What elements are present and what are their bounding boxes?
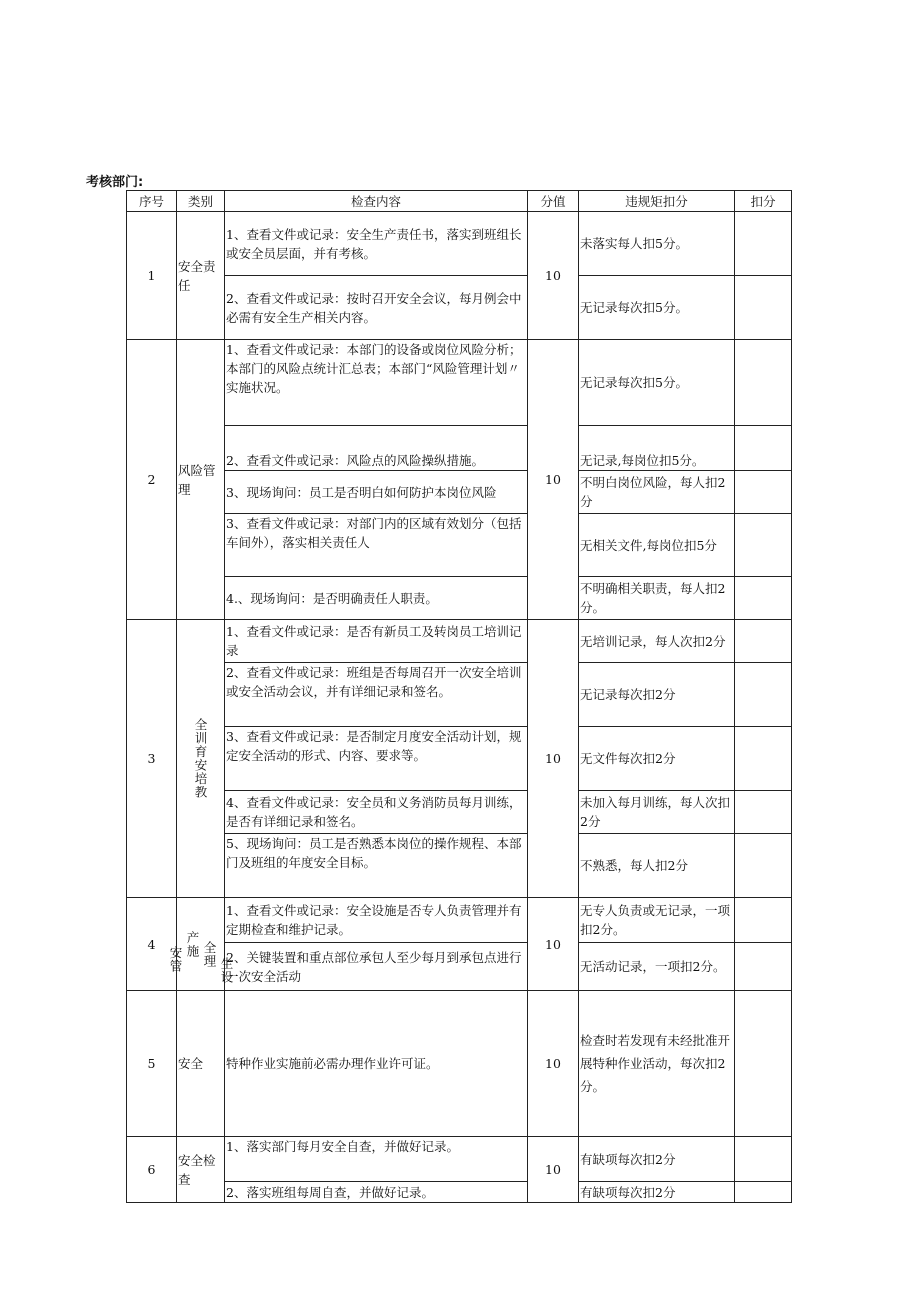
- category-vertical-text: 生设: [219, 956, 234, 984]
- deduction-rule: 有缺项每次扣2分: [579, 1137, 735, 1182]
- table-row: [127, 577, 792, 620]
- table-row: [127, 727, 792, 791]
- row-category: 安全: [177, 991, 225, 1137]
- deduction-rule: 有缺项每次扣2分: [579, 1182, 735, 1203]
- deduction-cell[interactable]: [735, 514, 792, 577]
- deduction-rule: 无记录每次扣2分: [579, 663, 735, 727]
- row-no: 1: [127, 212, 177, 340]
- row-category: 安全检查: [177, 1137, 225, 1203]
- check-content: 4.、现场询问：是否明确责任人职责。: [225, 577, 528, 620]
- deduction-rule: 检查时若发现有未经批准开展特种作业活动，每次扣2分。: [579, 991, 735, 1137]
- check-content: 2、查看文件或记录：按时召开安全会议，每月例会中必需有安全生产相关内容。: [225, 276, 528, 340]
- row-score: 10: [528, 620, 579, 898]
- check-content: 2、落实班组每周自查，并做好记录。: [225, 1182, 528, 1203]
- category-vertical-text: 全理: [202, 940, 217, 968]
- check-content: 1、查看文件或记录：本部门的设备或岗位风险分析；本部门的风险点统计汇总表；本部门“风险管理计划〃实施状况。: [225, 340, 528, 426]
- header-row: [127, 191, 792, 212]
- table-row: [127, 212, 792, 276]
- check-content: 1、落实部门每月安全自查，并做好记录。: [225, 1137, 528, 1182]
- row-score: 10: [528, 340, 579, 620]
- header-no: 序号: [127, 191, 177, 212]
- check-content: 2、查看文件或记录：风险点的风险操纵措施。: [225, 426, 528, 471]
- table-row: [127, 943, 792, 991]
- row-no: 4: [127, 898, 177, 991]
- deduction-cell[interactable]: [735, 991, 792, 1137]
- category-vertical-text: 安管: [168, 945, 183, 973]
- row-no: 3: [127, 620, 177, 898]
- check-content: 1、查看文件或记录：是否有新员工及转岗员工培训记录: [225, 620, 528, 663]
- deduction-cell[interactable]: [735, 471, 792, 514]
- table-row: [127, 471, 792, 514]
- table-row: [127, 1137, 792, 1182]
- deduction-cell[interactable]: [735, 340, 792, 426]
- deduction-rule: 未落实每人扣5分。: [579, 212, 735, 276]
- check-content: 2、关键装置和重点部位承包人至少每月到承包点进行一次安全活动: [225, 943, 528, 991]
- deduction-cell[interactable]: [735, 620, 792, 663]
- deduction-cell[interactable]: [735, 898, 792, 943]
- header-category: 类别: [177, 191, 225, 212]
- deduction-cell[interactable]: [735, 1137, 792, 1182]
- check-content: 1、查看文件或记录：安全生产责任书，落实到班组长或安全员层面，并有考核。: [225, 212, 528, 276]
- deduction-cell[interactable]: [735, 426, 792, 471]
- row-score: 10: [528, 898, 579, 991]
- header-content: 检查内容: [225, 191, 528, 212]
- deduction-rule: 不明确相关职责，每人扣2分。: [579, 577, 735, 620]
- deduction-cell[interactable]: [735, 1182, 792, 1203]
- row-category: [177, 620, 225, 898]
- deduction-rule: 无记录,每岗位扣5分。: [579, 426, 735, 471]
- header-rule: 违规矩扣分: [579, 191, 735, 212]
- deduction-cell[interactable]: [735, 212, 792, 276]
- header-deduct: 扣分: [735, 191, 792, 212]
- deduction-cell[interactable]: [735, 943, 792, 991]
- deduction-cell[interactable]: [735, 577, 792, 620]
- check-content: 3、查看文件或记录：对部门内的区域有效划分（包括车间外），落实相关责任人: [225, 514, 528, 577]
- table-row: [127, 791, 792, 834]
- check-content: 3、查看文件或记录：是否制定月度安全活动计划，规定安全活动的形式、内容、要求等。: [225, 727, 528, 791]
- table-row: [127, 426, 792, 471]
- deduction-rule: 无记录每次扣5分。: [579, 340, 735, 426]
- deduction-rule: 不熟悉，每人扣2分: [579, 834, 735, 898]
- category-vertical-text: 产施: [185, 930, 200, 958]
- table-row: [127, 834, 792, 898]
- row-no: 6: [127, 1137, 177, 1203]
- check-content: 5、现场询问：员工是否熟悉本岗位的操作规程、本部门及班组的年度安全目标。: [225, 834, 528, 898]
- deduction-rule: 无培训记录，每人次扣2分: [579, 620, 735, 663]
- table-row: [127, 340, 792, 426]
- header-score: 分值: [528, 191, 579, 212]
- table-row: [127, 898, 792, 943]
- assessment-table: [126, 190, 792, 1203]
- row-score: 10: [528, 1137, 579, 1203]
- row-no: 2: [127, 340, 177, 620]
- deduction-rule: 无相关文件,每岗位扣5分: [579, 514, 735, 577]
- category-vertical-text: 全训育安培教: [193, 718, 208, 799]
- check-content: 3、现场询问：员工是否明白如何防护本岗位风险: [225, 471, 528, 514]
- table-row: [127, 276, 792, 340]
- table-row: [127, 663, 792, 727]
- row-no: 5: [127, 991, 177, 1137]
- table-row: [127, 514, 792, 577]
- row-category: 安全责任: [177, 212, 225, 340]
- deduction-rule: 无文件每次扣2分: [579, 727, 735, 791]
- deduction-rule: 不明白岗位风险，每人扣2分: [579, 471, 735, 514]
- deduction-cell[interactable]: [735, 727, 792, 791]
- department-label: 考核部门:: [86, 175, 144, 190]
- deduction-rule: 无记录每次扣5分。: [579, 276, 735, 340]
- table-row: [127, 991, 792, 1137]
- row-category: 风险管理: [177, 340, 225, 620]
- deduction-cell[interactable]: [735, 834, 792, 898]
- check-content: 2、查看文件或记录：班组是否每周召开一次安全培训或安全活动会议，并有详细记录和签名。: [225, 663, 528, 727]
- row-category: [168, 898, 234, 991]
- check-content: 4、查看文件或记录：安全员和义务消防员每月训练，是否有详细记录和签名。: [225, 791, 528, 834]
- check-content: 1、查看文件或记录：安全设施是否专人负责管理并有定期检查和维护记录。: [225, 898, 528, 943]
- row-score: 10: [528, 212, 579, 340]
- check-content: 特种作业实施前必需办理作业许可证。: [225, 991, 528, 1137]
- deduction-cell[interactable]: [735, 276, 792, 340]
- table-row: [127, 1182, 792, 1203]
- deduction-rule: 未加入每月训练，每人次扣2分: [579, 791, 735, 834]
- deduction-rule: 无活动记录，一项扣2分。: [579, 943, 735, 991]
- deduction-cell[interactable]: [735, 791, 792, 834]
- deduction-cell[interactable]: [735, 663, 792, 727]
- row-score: 10: [528, 991, 579, 1137]
- table-row: [127, 620, 792, 663]
- deduction-rule: 无专人负责或无记录，一项扣2分。: [579, 898, 735, 943]
